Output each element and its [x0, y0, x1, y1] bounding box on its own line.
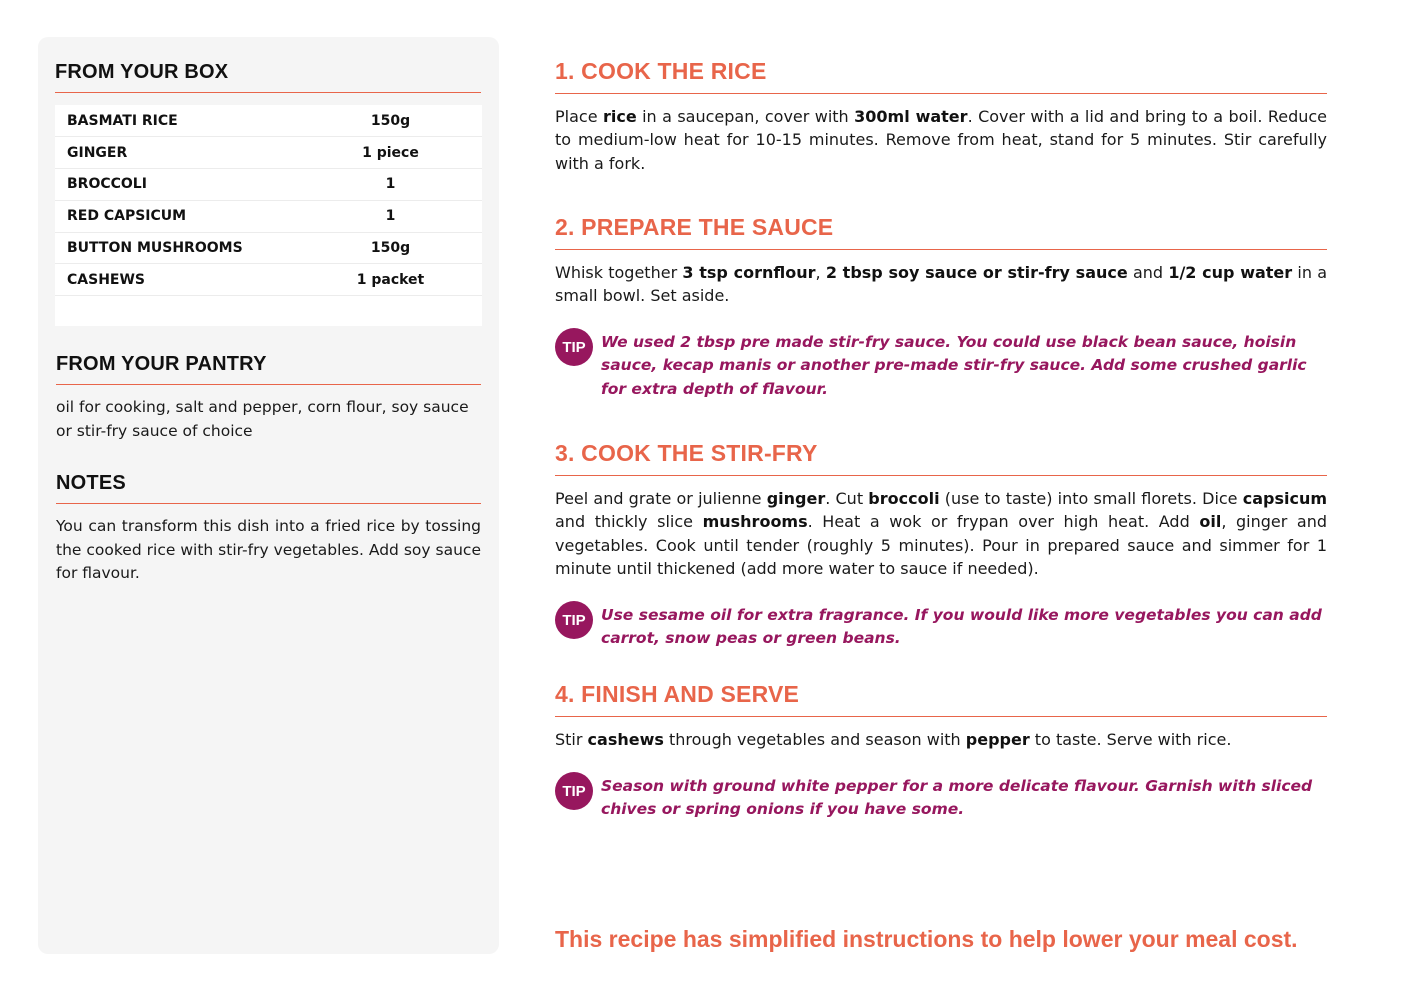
ingredient-highlight: pepper	[965, 730, 1030, 749]
step-3-tip	[555, 604, 1327, 651]
ingredient-row	[55, 169, 482, 201]
ingredient-row	[55, 105, 482, 137]
ingredient-name: BUTTON MUSHROOMS	[67, 240, 243, 257]
step-text-run: through vegetables and season with	[663, 730, 966, 749]
step-3-text	[555, 487, 1327, 580]
ingredient-name: RED CAPSICUM	[67, 208, 187, 225]
step-text-run: and thickly slice	[555, 512, 703, 532]
notes-heading: NOTES	[56, 472, 481, 504]
ingredient-row	[55, 264, 482, 296]
step-3-title: 3. COOK THE STIR-FRY	[555, 440, 1327, 476]
ingredient-highlight: 3 tsp cornflour	[682, 263, 816, 282]
ingredient-highlight: 1/2 cup water	[1168, 263, 1293, 282]
ingredient-highlight: rice	[602, 107, 637, 126]
ingredient-highlight: oil	[1199, 512, 1222, 532]
ingredient-highlight: broccoli	[868, 489, 940, 508]
tip-badge: TIP	[555, 601, 593, 639]
step-text-run: . Cover with a lid and bring to a boil. Reduce to medium-low heat for 10-15 minutes. Remove from heat, stand for 5 minutes. Stir carefully with a fork.	[555, 107, 1328, 173]
tip-badge: TIP	[555, 328, 593, 366]
step-2-tip	[555, 331, 1327, 401]
ingredient-highlight: mushrooms	[702, 512, 808, 532]
ingredient-highlight: ginger	[766, 489, 826, 508]
step-text-run: , ginger and vegetables. Cook until tender (roughly 5 minutes). Pour in prepared sauce and simmer for 1 minute until thickened (add more water to sauce if needed).	[555, 512, 1327, 578]
step-text-run: in a small bowl. Set aside.	[555, 263, 1328, 306]
step-text-run: to taste. Serve with rice.	[1029, 730, 1232, 749]
pantry-text: oil for cooking, salt and pepper, corn flour, soy sauce or stir-fry sauce of choice	[56, 398, 469, 440]
ingredient-highlight: 300ml water	[854, 107, 968, 126]
tip-badge: TIP	[555, 772, 593, 810]
from-your-pantry-heading: FROM YOUR PANTRY	[56, 353, 481, 385]
step-4-text	[555, 728, 1327, 751]
ingredient-quantity: 150g	[370, 112, 411, 129]
step-text-run: Stir	[555, 730, 588, 749]
ingredient-name: BASMATI RICE	[67, 112, 178, 129]
step-text-run: in a saucepan, cover with	[636, 107, 855, 126]
ingredient-row	[55, 232, 482, 264]
ingredient-quantity: 150g	[370, 240, 411, 257]
step-text-run: ,	[815, 263, 826, 282]
step-text-run: . Heat a wok or frypan over high heat. Add	[807, 512, 1200, 532]
tip-text: We used 2 tbsp pre made stir-fry sauce. You could use black bean sauce, hoisin sauce, kecap manis or another pre-made stir-fry sauce. Add some crushed garlic for extra depth of flavour.	[601, 333, 1307, 398]
step-text-run: (use to taste) into small florets. Dice	[939, 489, 1243, 508]
tip-text: Season with ground white pepper for a more delicate flavour. Garnish with sliced chives or spring onions if you have some.	[601, 777, 1313, 819]
ingredient-row	[55, 200, 482, 232]
step-2-text	[555, 261, 1327, 308]
step-text-run: Place	[555, 107, 603, 126]
ingredient-quantity: 1 piece	[362, 144, 419, 161]
step-1-text	[555, 105, 1327, 175]
ingredient-name: BROCCOLI	[67, 176, 147, 193]
step-text-run: and	[1127, 263, 1169, 282]
step-1-title: 1. COOK THE RICE	[555, 58, 1327, 94]
ingredient-spacer-row	[55, 296, 482, 326]
ingredient-row	[55, 137, 482, 169]
ingredients-panel	[38, 37, 499, 954]
ingredient-name: GINGER	[67, 144, 128, 161]
step-text-run: Peel and grate or julienne	[555, 489, 767, 508]
tip-text: Use sesame oil for extra fragrance. If you would like more vegetables you can add carrot, snow peas or green beans.	[601, 606, 1322, 648]
from-your-box-heading: FROM YOUR BOX	[55, 61, 481, 93]
step-4-title: 4. FINISH AND SERVE	[555, 681, 1327, 717]
ingredient-name: CASHEWS	[67, 271, 145, 288]
step-2-title: 2. PREPARE THE SAUCE	[555, 214, 1327, 250]
ingredient-quantity: 1	[385, 176, 396, 193]
ingredient-highlight: capsicum	[1242, 489, 1328, 508]
ingredients-table	[55, 105, 482, 326]
step-4-tip	[555, 775, 1327, 822]
step-text-run: Whisk together	[555, 263, 683, 282]
simplified-recipe-note: This recipe has simplified instructions to help lower your meal cost.	[555, 926, 1298, 952]
ingredient-highlight: cashews	[587, 730, 664, 749]
ingredient-quantity: 1	[385, 208, 396, 225]
notes-text: You can transform this dish into a fried rice by tossing the cooked rice with stir-fry vegetables. Add soy sauce for flavour.	[56, 517, 481, 582]
ingredient-highlight: 2 tbsp soy sauce or stir-fry sauce	[825, 263, 1128, 282]
ingredient-quantity: 1 packet	[356, 271, 425, 288]
step-text-run: . Cut	[825, 489, 869, 508]
